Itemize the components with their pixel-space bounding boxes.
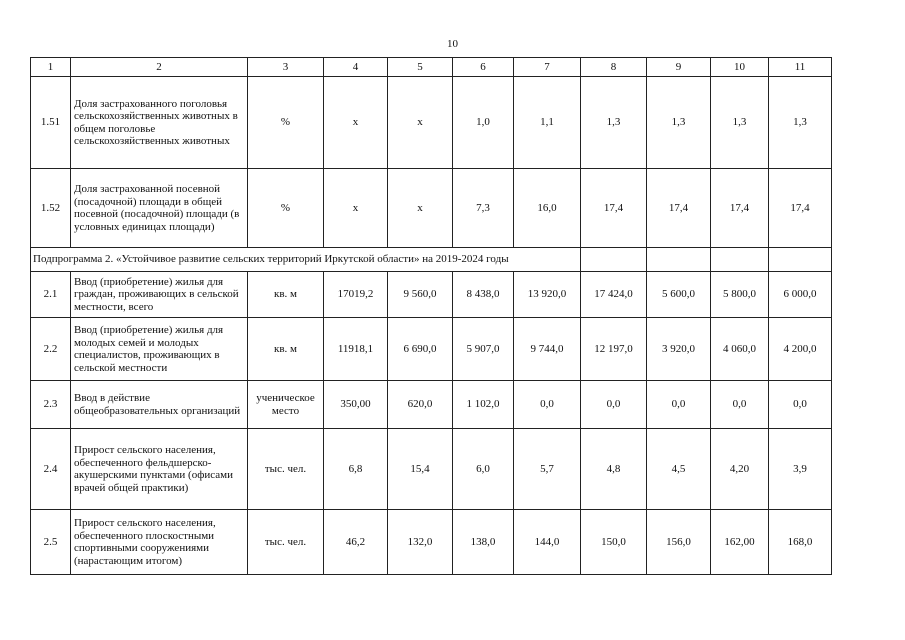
column-number-cell: 9 (647, 58, 711, 77)
column-number-cell: 7 (514, 58, 581, 77)
value-cell: 5 800,0 (711, 272, 769, 318)
table-row (31, 318, 832, 381)
value-cell: 5,7 (514, 429, 581, 510)
row-number-cell: 2.4 (31, 429, 71, 510)
indicator-name-cell: Прирост сельского населения, обеспеченного плоскостными спортивными сооружениями (нарастающим итогом) (71, 510, 248, 575)
unit-cell: тыс. чел. (248, 510, 324, 575)
indicator-name-cell: Доля застрахованной посевной (посадочной) площади в общей посевной (посадочной) площади (в условных единицах площади) (71, 169, 248, 248)
value-cell: 6 000,0 (769, 272, 832, 318)
table-row (31, 272, 832, 318)
value-cell: 1,3 (647, 77, 711, 169)
column-number-cell: 8 (581, 58, 647, 77)
value-cell: 168,0 (769, 510, 832, 575)
value-cell: 16,0 (514, 169, 581, 248)
value-cell: 6,0 (453, 429, 514, 510)
value-cell: 11918,1 (324, 318, 388, 381)
row-number-cell: 2.1 (31, 272, 71, 318)
value-cell: 9 744,0 (514, 318, 581, 381)
value-cell: 0,0 (581, 381, 647, 429)
subprogram-title: Подпрограмма 2. «Устойчивое развитие сельских территорий Иркутской области» на 2019-2024 годы (31, 248, 581, 272)
value-cell: 156,0 (647, 510, 711, 575)
unit-cell: кв. м (248, 272, 324, 318)
value-cell: 5 907,0 (453, 318, 514, 381)
column-number-cell: 11 (769, 58, 832, 77)
value-cell: 6 690,0 (388, 318, 453, 381)
value-cell: 1 102,0 (453, 381, 514, 429)
column-number-cell: 4 (324, 58, 388, 77)
value-cell: 6,8 (324, 429, 388, 510)
value-cell: 4,8 (581, 429, 647, 510)
row-number-cell: 2.3 (31, 381, 71, 429)
value-cell: 17,4 (769, 169, 832, 248)
value-cell: 3 920,0 (647, 318, 711, 381)
value-cell: 17 424,0 (581, 272, 647, 318)
unit-cell: кв. м (248, 318, 324, 381)
table-row (31, 77, 832, 169)
empty-cell (711, 248, 769, 272)
column-number-cell: 6 (453, 58, 514, 77)
unit-cell: ученическое место (248, 381, 324, 429)
indicator-name-cell: Прирост сельского населения, обеспеченного фельдшерско-акушерскими пунктами (офисами врачей общей практики) (71, 429, 248, 510)
unit-cell: % (248, 169, 324, 248)
table-row (31, 429, 832, 510)
empty-cell (769, 248, 832, 272)
column-number-cell: 1 (31, 58, 71, 77)
value-cell: 162,00 (711, 510, 769, 575)
page-number: 10 (447, 38, 458, 50)
value-cell: 620,0 (388, 381, 453, 429)
value-cell: 0,0 (769, 381, 832, 429)
value-cell: 13 920,0 (514, 272, 581, 318)
indicator-name-cell: Ввод в действие общеобразовательных организаций (71, 381, 248, 429)
column-number-header-row (31, 58, 832, 77)
value-cell: 4 060,0 (711, 318, 769, 381)
value-cell: 132,0 (388, 510, 453, 575)
value-cell: 1,3 (711, 77, 769, 169)
table-row (31, 381, 832, 429)
value-cell: 17,4 (581, 169, 647, 248)
unit-cell: % (248, 77, 324, 169)
value-cell: 4,20 (711, 429, 769, 510)
value-cell: 15,4 (388, 429, 453, 510)
value-cell: 4,5 (647, 429, 711, 510)
row-number-cell: 1.51 (31, 77, 71, 169)
empty-cell (647, 248, 711, 272)
row-number-cell: 1.52 (31, 169, 71, 248)
value-cell: 150,0 (581, 510, 647, 575)
indicators-table (30, 57, 832, 575)
value-cell: 46,2 (324, 510, 388, 575)
value-cell: 0,0 (647, 381, 711, 429)
value-cell: 1,0 (453, 77, 514, 169)
row-number-cell: 2.5 (31, 510, 71, 575)
value-cell: 12 197,0 (581, 318, 647, 381)
value-cell: 144,0 (514, 510, 581, 575)
table-row (31, 510, 832, 575)
indicator-name-cell: Доля застрахованного поголовья сельскохозяйственных животных в общем поголовье сельскохозяйственных животных (71, 77, 248, 169)
value-cell: 17019,2 (324, 272, 388, 318)
column-number-cell: 5 (388, 58, 453, 77)
value-cell: 17,4 (711, 169, 769, 248)
indicator-name-cell: Ввод (приобретение) жилья для граждан, проживающих в сельской местности, всего (71, 272, 248, 318)
value-cell: 3,9 (769, 429, 832, 510)
indicator-name-cell: Ввод (приобретение) жилья для молодых семей и молодых специалистов, проживающих в сельской местности (71, 318, 248, 381)
value-cell: 17,4 (647, 169, 711, 248)
value-cell: х (388, 169, 453, 248)
value-cell: 5 600,0 (647, 272, 711, 318)
table-row (31, 169, 832, 248)
column-number-cell: 2 (71, 58, 248, 77)
row-number-cell: 2.2 (31, 318, 71, 381)
value-cell: 9 560,0 (388, 272, 453, 318)
value-cell: 1,3 (769, 77, 832, 169)
value-cell: 0,0 (711, 381, 769, 429)
value-cell: 8 438,0 (453, 272, 514, 318)
value-cell: х (324, 169, 388, 248)
value-cell: 0,0 (514, 381, 581, 429)
value-cell: 350,00 (324, 381, 388, 429)
empty-cell (581, 248, 647, 272)
value-cell: 138,0 (453, 510, 514, 575)
value-cell: 1,3 (581, 77, 647, 169)
value-cell: 4 200,0 (769, 318, 832, 381)
column-number-cell: 10 (711, 58, 769, 77)
column-number-cell: 3 (248, 58, 324, 77)
subprogram-row (31, 248, 832, 272)
value-cell: 1,1 (514, 77, 581, 169)
unit-cell: тыс. чел. (248, 429, 324, 510)
value-cell: 7,3 (453, 169, 514, 248)
value-cell: х (324, 77, 388, 169)
value-cell: х (388, 77, 453, 169)
